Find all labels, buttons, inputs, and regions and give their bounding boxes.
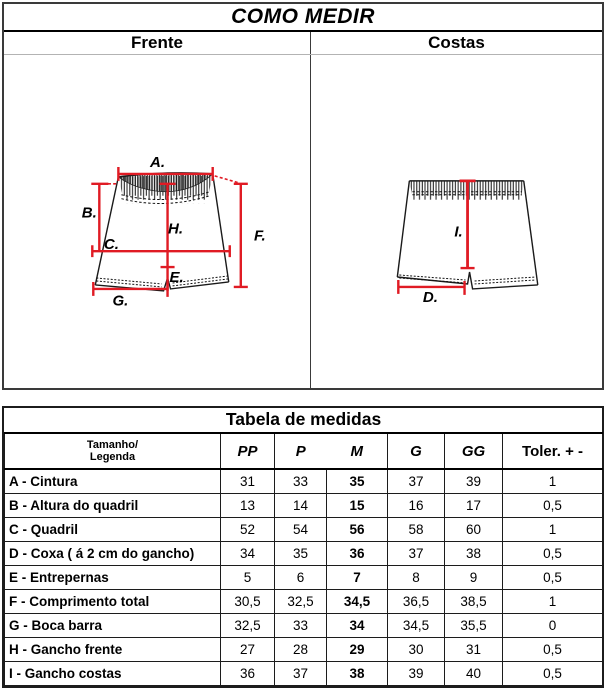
size-value-m: 7	[327, 565, 388, 589]
table-row	[5, 613, 603, 637]
measure-label: B - Altura do quadril	[5, 493, 221, 517]
marker-a: A.	[149, 154, 166, 171]
size-value: 34	[221, 541, 275, 565]
size-value: 39	[388, 661, 445, 685]
size-value: 35	[275, 541, 327, 565]
marker-e: E.	[169, 269, 184, 286]
size-value: 33	[275, 613, 327, 637]
size-header-p: P	[275, 433, 327, 469]
size-value: 32,5	[275, 589, 327, 613]
table-row	[5, 565, 603, 589]
size-value: 38,5	[445, 589, 503, 613]
back-column-header: Costas	[310, 32, 602, 54]
marker-b: B.	[81, 204, 97, 222]
table-row	[5, 637, 603, 661]
size-value-m: 38	[327, 661, 388, 685]
measure-label: D - Coxa ( á 2 cm do gancho)	[5, 541, 221, 565]
table-row	[5, 661, 603, 685]
tolerance-value: 0,5	[503, 661, 603, 685]
size-value: 36,5	[388, 589, 445, 613]
tolerance-value: 0,5	[503, 637, 603, 661]
size-value: 54	[275, 517, 327, 541]
tolerance-value: 0,5	[503, 541, 603, 565]
size-value-m: 35	[327, 469, 388, 493]
size-value-m: 34	[327, 613, 388, 637]
size-value: 58	[388, 517, 445, 541]
table-row	[5, 517, 603, 541]
size-value: 8	[388, 565, 445, 589]
tolerance-value: 1	[503, 517, 603, 541]
size-header-m: M	[327, 433, 388, 469]
size-value: 31	[445, 637, 503, 661]
size-value: 39	[445, 469, 503, 493]
size-value: 33	[275, 469, 327, 493]
size-value: 14	[275, 493, 327, 517]
size-value: 13	[221, 493, 275, 517]
front-back-header	[4, 32, 602, 55]
diagram-area	[4, 55, 602, 388]
size-value: 27	[221, 637, 275, 661]
shorts-front-drawing	[95, 173, 228, 291]
size-value: 52	[221, 517, 275, 541]
size-value: 17	[445, 493, 503, 517]
size-value: 35,5	[445, 613, 503, 637]
size-value: 37	[275, 661, 327, 685]
measure-label: A - Cintura	[5, 469, 221, 493]
size-table-panel	[2, 406, 604, 688]
size-value: 5	[221, 565, 275, 589]
corner-header	[5, 433, 221, 469]
size-table	[4, 408, 603, 686]
size-value-m: 56	[327, 517, 388, 541]
size-value: 30	[388, 637, 445, 661]
table-title: Tabela de medidas	[5, 408, 603, 433]
marker-g: G.	[112, 292, 129, 310]
size-header-gg: GG	[445, 433, 503, 469]
table-title-row	[5, 408, 603, 433]
measure-label: G - Boca barra	[5, 613, 221, 637]
table-row	[5, 493, 603, 517]
tolerance-value: 0,5	[503, 565, 603, 589]
size-value: 37	[388, 541, 445, 565]
size-value: 60	[445, 517, 503, 541]
size-value-m: 34,5	[327, 589, 388, 613]
measure-label: E - Entrepernas	[5, 565, 221, 589]
tolerance-value: 0,5	[503, 493, 603, 517]
corner-line2: Legenda	[89, 451, 136, 463]
table-row	[5, 589, 603, 613]
size-value: 34,5	[388, 613, 445, 637]
corner-line1: Tamanho/	[86, 439, 139, 451]
measure-label: H - Gancho frente	[5, 637, 221, 661]
panel-title: COMO MEDIR	[4, 4, 602, 32]
size-value: 36	[221, 661, 275, 685]
table-row	[5, 469, 603, 493]
measure-label: I - Gancho costas	[5, 661, 221, 685]
size-value: 28	[275, 637, 327, 661]
marker-h: H.	[168, 220, 184, 238]
marker-i: I.	[454, 223, 463, 241]
marker-d: D.	[422, 288, 438, 306]
marker-f: F.	[254, 227, 266, 245]
size-value: 32,5	[221, 613, 275, 637]
size-header-g: G	[388, 433, 445, 469]
tolerance-header: Toler. + -	[503, 433, 603, 469]
size-value: 31	[221, 469, 275, 493]
front-column-header: Frente	[131, 33, 183, 52]
size-value-m: 36	[327, 541, 388, 565]
marker-c: C.	[103, 236, 119, 254]
como-medir-panel	[2, 2, 604, 390]
measure-label: C - Quadril	[5, 517, 221, 541]
size-value-m: 29	[327, 637, 388, 661]
size-value: 40	[445, 661, 503, 685]
size-header-pp: PP	[221, 433, 275, 469]
size-value: 37	[388, 469, 445, 493]
size-value: 38	[445, 541, 503, 565]
tolerance-value: 1	[503, 589, 603, 613]
shorts-measurement-drawing	[4, 55, 602, 388]
size-value-m: 15	[327, 493, 388, 517]
tolerance-value: 1	[503, 469, 603, 493]
table-row	[5, 541, 603, 565]
tolerance-value: 0	[503, 613, 603, 637]
size-value: 16	[388, 493, 445, 517]
measure-label: F - Comprimento total	[5, 589, 221, 613]
size-value: 30,5	[221, 589, 275, 613]
table-header-row	[5, 433, 603, 469]
size-value: 6	[275, 565, 327, 589]
size-value: 9	[445, 565, 503, 589]
